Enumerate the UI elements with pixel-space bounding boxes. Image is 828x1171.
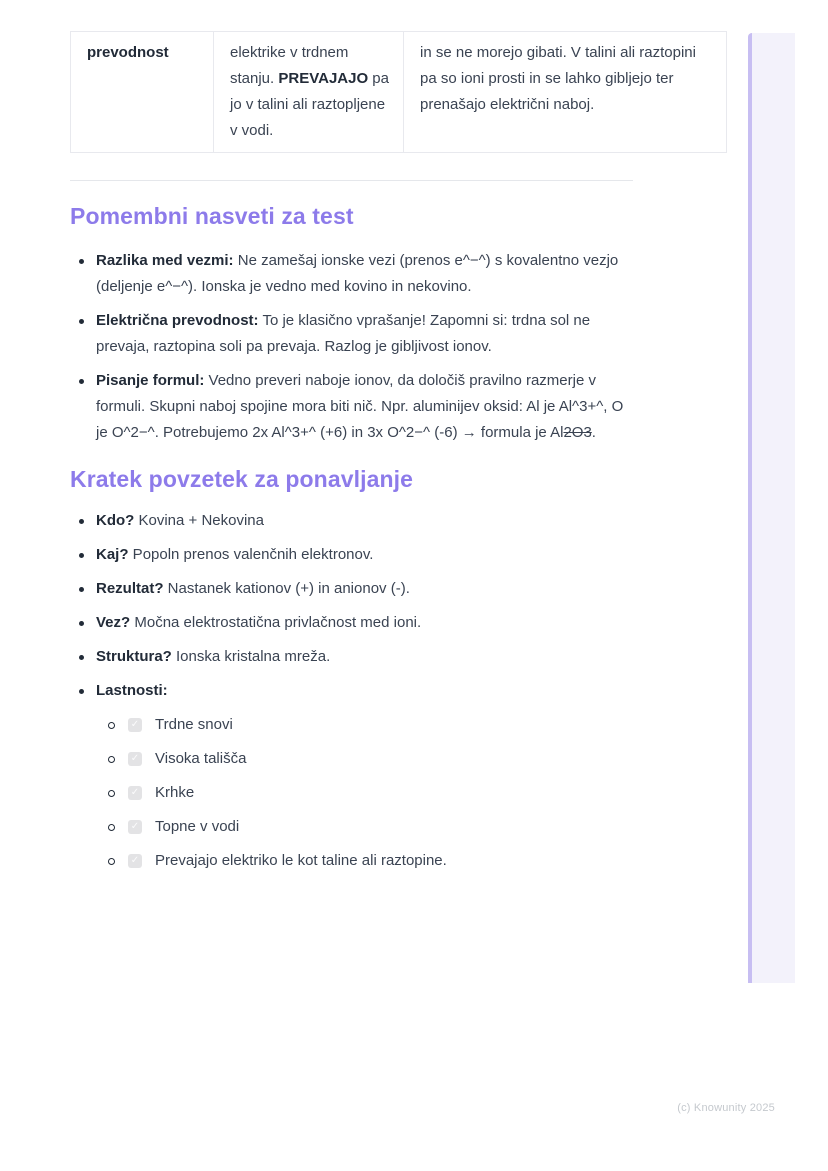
- checklist-label: Krhke: [155, 784, 195, 801]
- list-item-razlika: Razlika med vezmi: Ne zamešaj ionske vezi (prenos e^−^) s kovalentno vezjo (deljenje e^−^). Ionska je vedno med kovino in nekovino.: [70, 248, 633, 300]
- checkbox-checked[interactable]: [128, 820, 142, 834]
- checklist-label: Trdne snovi: [155, 716, 233, 733]
- check-icon: ✓: [130, 753, 140, 764]
- table-row: [71, 32, 727, 153]
- table-cell-term: prevodnost: [71, 32, 214, 153]
- list-item-kaj: Kaj? Popoln prenos valenčnih elektronov.: [70, 542, 633, 568]
- copyright-notice: (c) Knowunity 2025: [677, 1102, 775, 1114]
- checkbox-checked[interactable]: [128, 786, 142, 800]
- checklist-item: [108, 746, 633, 772]
- circle-bullet-icon: [108, 858, 115, 865]
- checklist-label: Visoka tališča: [155, 750, 247, 767]
- circle-bullet-icon: [108, 756, 115, 763]
- list-item-formule: Pisanje formul: Vedno preveri naboje ionov, da določiš pravilno razmerje v formuli. Skupni naboj spojine mora biti nič. Npr. aluminijev oksid: Al je Al^3+^, O je O^2−^. Potrebujemo 2x Al^3+^ (+6) in 3x O^2−^ (-6) → formula je Al2O3.: [70, 368, 633, 446]
- circle-bullet-icon: [108, 790, 115, 797]
- list-item-kdo: Kdo? Kovina + Nekovina: [70, 508, 633, 534]
- check-icon: ✓: [130, 787, 140, 798]
- page-content: [70, 0, 696, 882]
- section-divider: [70, 180, 633, 181]
- table-cell-state: elektrike v trdnem stanju. PREVAJAJO pa jo v talini ali raztopljene v vodi.: [214, 32, 404, 153]
- check-icon: ✓: [130, 719, 140, 730]
- table-cell-explanation: in se ne morejo gibati. V talini ali raztopini pa so ioni prosti in se lahko gibljejo ter prenašajo električni naboj.: [404, 32, 727, 153]
- checklist-label: Prevajajo elektriko le kot taline ali raztopine.: [155, 852, 447, 869]
- list-item-rezultat: Rezultat? Nastanek kationov (+) in anionov (-).: [70, 576, 633, 602]
- summary-list: [70, 508, 633, 704]
- checkbox-checked[interactable]: [128, 718, 142, 732]
- checkbox-checked[interactable]: [128, 854, 142, 868]
- check-icon: ✓: [130, 855, 140, 866]
- list-item-lastnosti: Lastnosti:: [70, 678, 633, 704]
- checkbox-checked[interactable]: [128, 752, 142, 766]
- side-page-edge: [748, 33, 795, 983]
- list-item-prevodnost: Električna prevodnost: To je klasično vprašanje! Zapomni si: trdna sol ne prevaja, raztopina soli pa prevaja. Razlog je gibljivost ionov.: [70, 308, 633, 360]
- circle-bullet-icon: [108, 824, 115, 831]
- properties-checklist: [70, 712, 633, 874]
- checklist-item: [108, 848, 633, 874]
- list-item-struktura: Struktura? Ionska kristalna mreža.: [70, 644, 633, 670]
- checklist-item: [108, 814, 633, 840]
- tips-heading: Pomembni nasveti za test: [70, 203, 354, 229]
- checklist-label: Topne v vodi: [155, 818, 240, 835]
- circle-bullet-icon: [108, 722, 115, 729]
- check-icon: ✓: [130, 821, 140, 832]
- properties-table: [70, 31, 727, 153]
- list-item-vez: Vez? Močna elektrostatična privlačnost med ioni.: [70, 610, 633, 636]
- tips-list: [70, 248, 633, 446]
- summary-heading: Kratek povzetek za ponavljanje: [70, 466, 414, 492]
- checklist-item: [108, 712, 633, 738]
- checklist-item: [108, 780, 633, 806]
